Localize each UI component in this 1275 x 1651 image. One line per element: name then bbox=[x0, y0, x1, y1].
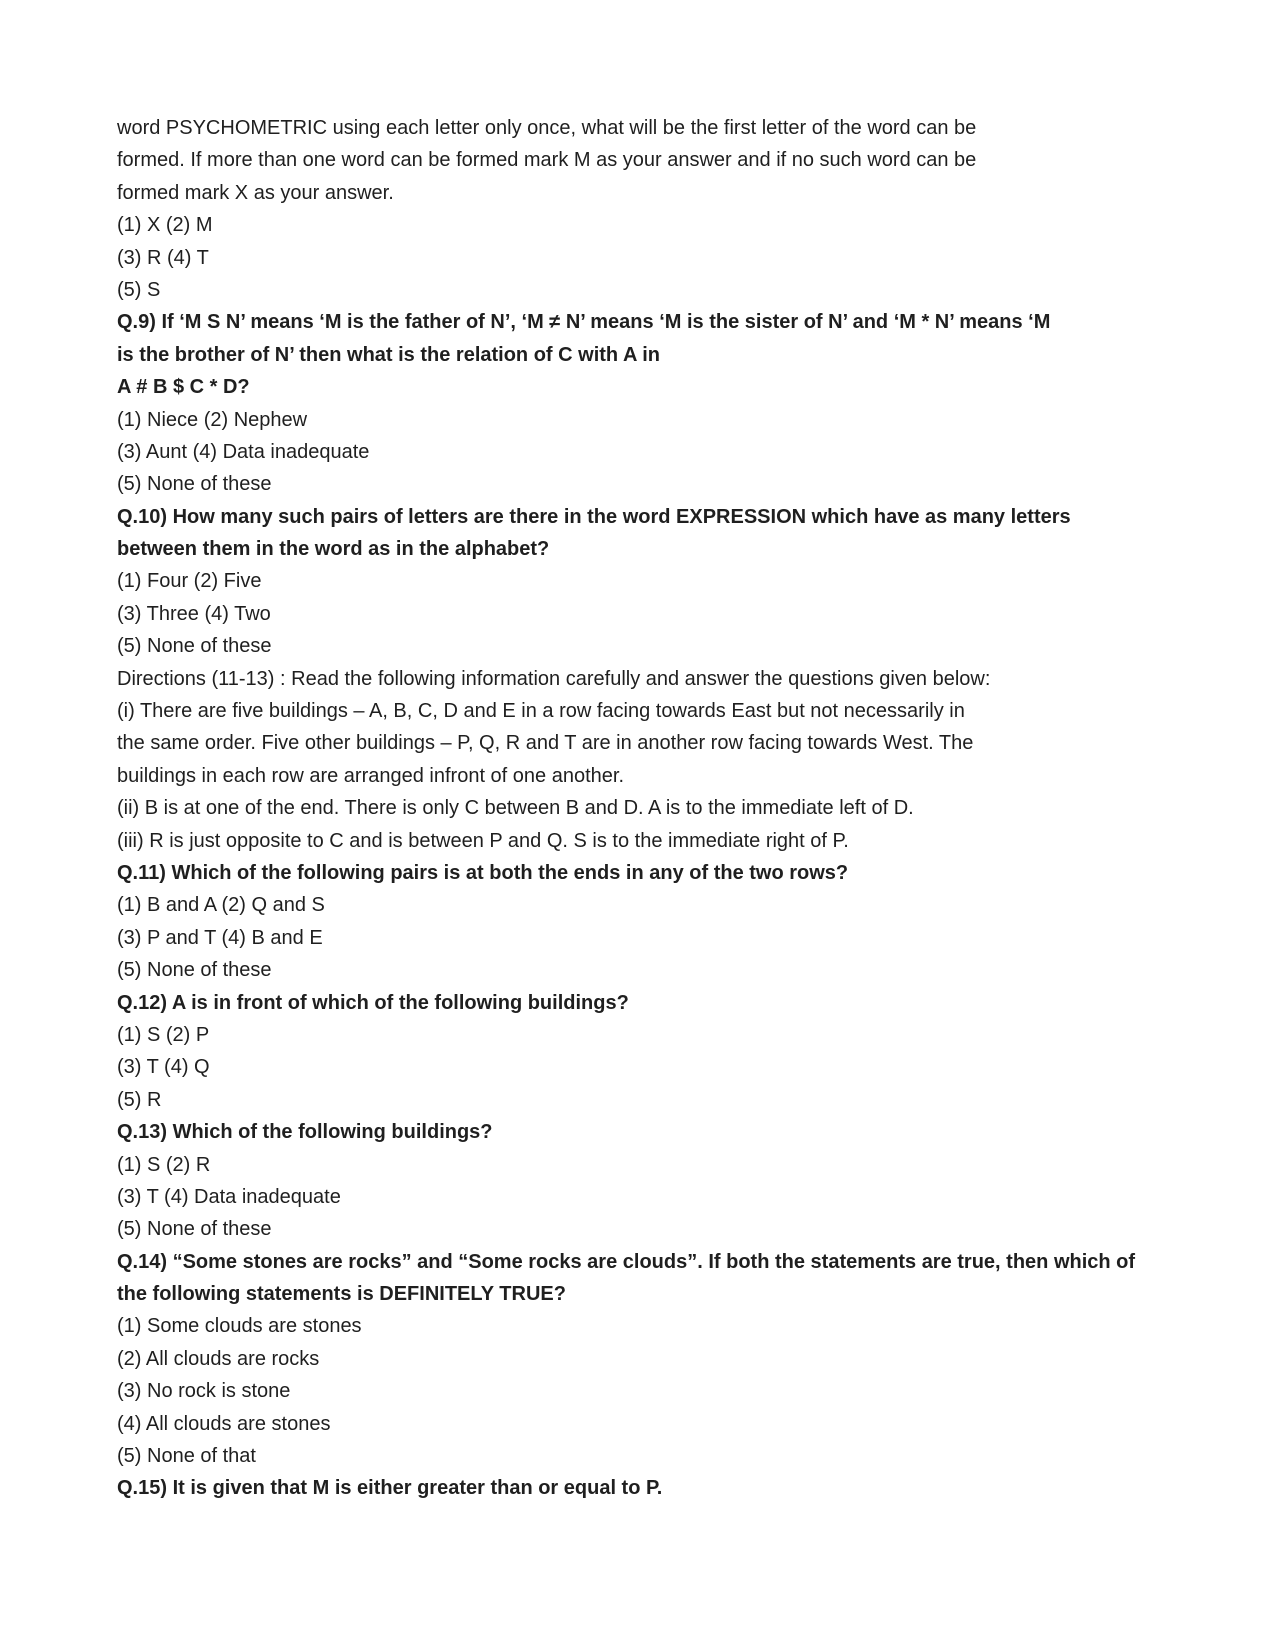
answer-option: (1) Niece (2) Nephew bbox=[117, 408, 308, 431]
answer-option: (1) Some clouds are stones bbox=[117, 1315, 362, 1338]
answer-option: (3) Aunt (4) Data inadequate bbox=[117, 440, 370, 463]
answer-option: (5) None of these bbox=[117, 473, 272, 496]
question-heading-q9: Q.9) If ‘M S N’ means ‘M is the father of N’, ‘M ≠ N’ means ‘M is the sister of N’ and ‘M * N’ means ‘M bbox=[117, 311, 1051, 334]
answer-option: (1) B and A (2) Q and S bbox=[117, 894, 325, 917]
answer-option: (5) None of that bbox=[117, 1445, 256, 1468]
answer-option: (5) None of these bbox=[117, 959, 272, 982]
answer-option: (1) Four (2) Five bbox=[117, 570, 262, 593]
directions-text: the same order. Five other buildings – P, Q, R and T are in another row facing towards West. The bbox=[117, 732, 974, 755]
directions-text: (iii) R is just opposite to C and is between P and Q. S is to the immediate right of P. bbox=[117, 829, 849, 852]
text-line: formed. If more than one word can be formed mark M as your answer and if no such word can be bbox=[117, 149, 977, 172]
directions-text: (i) There are five buildings – A, B, C, D and E in a row facing towards East but not necessarily in bbox=[117, 700, 965, 723]
question-heading-q13: Q.13) Which of the following buildings? bbox=[117, 1121, 493, 1144]
answer-option: (5) R bbox=[117, 1088, 162, 1111]
question-heading-q12: Q.12) A is in front of which of the following buildings? bbox=[117, 991, 629, 1014]
question-heading-q10: between them in the word as in the alphabet? bbox=[117, 538, 550, 561]
directions-text: Directions (11-13) : Read the following information carefully and answer the questions given below: bbox=[117, 667, 991, 690]
text-line: formed mark X as your answer. bbox=[117, 181, 394, 204]
answer-option: (3) No rock is stone bbox=[117, 1380, 291, 1403]
document-page bbox=[117, 112, 1167, 1505]
question-heading-q14: the following statements is DEFINITELY TRUE? bbox=[117, 1283, 566, 1306]
answer-option: (3) R (4) T bbox=[117, 246, 209, 269]
answer-option: (5) None of these bbox=[117, 1218, 272, 1241]
directions-text: buildings in each row are arranged infront of one another. bbox=[117, 764, 625, 787]
answer-option: (1) S (2) R bbox=[117, 1153, 211, 1176]
answer-option: (4) All clouds are stones bbox=[117, 1412, 331, 1435]
answer-option: (3) Three (4) Two bbox=[117, 602, 271, 625]
answer-option: (3) T (4) Data inadequate bbox=[117, 1185, 341, 1208]
question-heading-q9: A # B $ C * D? bbox=[117, 376, 250, 399]
answer-option: (3) P and T (4) B and E bbox=[117, 926, 323, 949]
answer-option: (3) T (4) Q bbox=[117, 1056, 210, 1079]
question-heading-q10: Q.10) How many such pairs of letters are there in the word EXPRESSION which have as many letters bbox=[117, 505, 1071, 528]
answer-option: (1) S (2) P bbox=[117, 1023, 210, 1046]
question-heading-q11: Q.11) Which of the following pairs is at both the ends in any of the two rows? bbox=[117, 861, 849, 884]
answer-option: (2) All clouds are rocks bbox=[117, 1347, 320, 1370]
answer-option: (1) X (2) M bbox=[117, 214, 213, 237]
text-line: word PSYCHOMETRIC using each letter only once, what will be the first letter of the word can be bbox=[117, 117, 977, 139]
answer-option: (5) S bbox=[117, 278, 161, 301]
directions-text: (ii) B is at one of the end. There is only C between B and D. A is to the immediate left of D. bbox=[117, 797, 914, 820]
question-heading-q9: is the brother of N’ then what is the relation of C with A in bbox=[117, 343, 660, 366]
question-heading-q15: Q.15) It is given that M is either greater than or equal to P. bbox=[117, 1477, 663, 1500]
answer-option: (5) None of these bbox=[117, 635, 272, 658]
question-heading-q14: Q.14) “Some stones are rocks” and “Some rocks are clouds”. If both the statements are true, then which of bbox=[117, 1250, 1136, 1273]
